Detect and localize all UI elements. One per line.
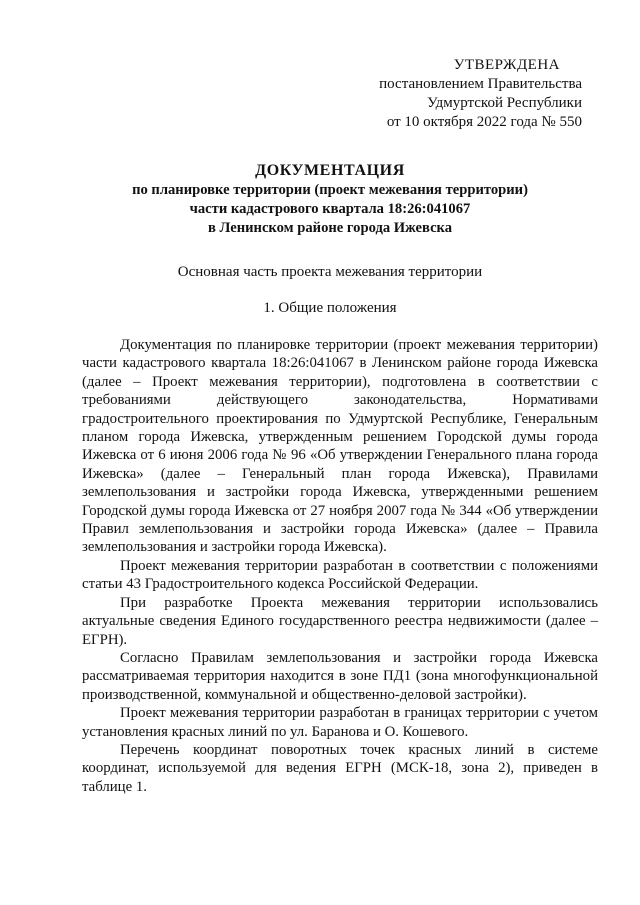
- body-text: [82, 336, 598, 796]
- approval-line-2: Удмуртской Республики: [427, 95, 582, 111]
- approval-title: УТВЕРЖДЕНА: [453, 57, 560, 73]
- approval-line-3: от 10 октября 2022 года № 550: [386, 114, 582, 130]
- paragraph-3: При разработке Проекта межевания территории использовались актуальные сведения Единого государственного реестра недвижимости (далее – ЕГРН).: [82, 594, 598, 648]
- subsection-title: 1. Общие положения: [263, 300, 397, 316]
- section-title: Основная часть проекта межевания территории: [177, 264, 483, 280]
- paragraph-2: Проект межевания территории разработан в соответствии с положениями статьи 43 Градостроительного кодекса Российской Федерации.: [82, 557, 598, 593]
- paragraph-6: Перечень координат поворотных точек красных линий в системе координат, используемой для ведения ЕГРН (МСК-18, зона 2), приведен в таблице 1.: [82, 741, 598, 795]
- document-title-line-2: части кадастрового квартала 18:26:041067: [189, 201, 471, 217]
- paragraph-1: Документация по планировке территории (проект межевания территории) части кадастрового квартала 18:26:041067 в Ленинском районе города Ижевска (далее – Проект межевания территории), подготовлена в соответствии с требованиями действующего законодательства, Нормативами градостроительного проектирования по Удмуртской Республике, Генеральным планом города Ижевска, утвержденным решением Городской думы города Ижевска от 6 июня 2006 года № 96 «Об утверждении Генерального плана города Ижевска» (далее – Генеральный план города Ижевска), Правилами землепользования и застройки города Ижевска, утвержденными решением Городской думы города Ижевска от 27 ноября 2007 года № 344 «Об утверждении Правил землепользования и застройки города Ижевска» (далее – Правила землепользования и застройки города Ижевска).: [82, 337, 598, 556]
- approval-block: [342, 56, 582, 132]
- document-title-line-1: по планировке территории (проект межевания территории): [132, 182, 528, 198]
- document-title: ДОКУМЕНТАЦИЯ: [255, 162, 405, 179]
- document-heading: [60, 161, 600, 238]
- paragraph-4: Согласно Правилам землепользования и застройки города Ижевска рассматриваемая территория находится в зоне ПД1 (зона многофункциональной производственной, коммунальной и общественно-деловой застройки).: [82, 649, 598, 703]
- document-title-line-3: в Ленинском районе города Ижевска: [207, 220, 453, 236]
- approval-line-1: постановлением Правительства: [379, 76, 582, 92]
- paragraph-5: Проект межевания территории разработан в границах территории с учетом установления красных линий по ул. Баранова и О. Кошевого.: [82, 705, 598, 740]
